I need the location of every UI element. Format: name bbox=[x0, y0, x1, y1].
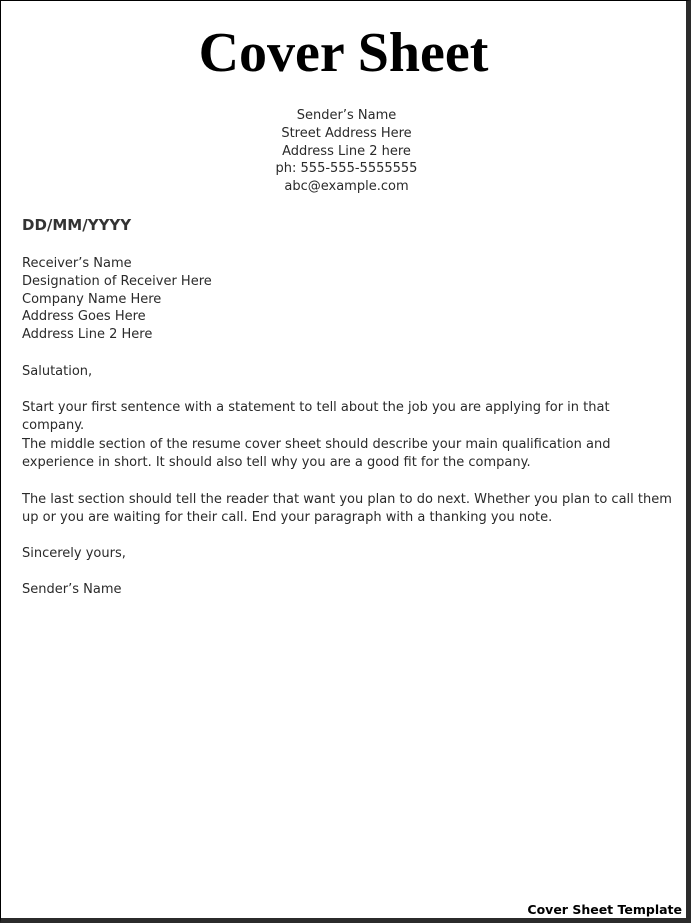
sender-email: abc@example.com bbox=[284, 179, 409, 195]
paragraph-intro: Start your first sentence with a statement to tell about the job you are applying for in that company. bbox=[22, 400, 610, 433]
sender-phone: ph: 555-555-5555555 bbox=[275, 161, 418, 177]
receiver-company: Company Name Here bbox=[22, 291, 162, 307]
letter-date: DD/MM/YYYY bbox=[22, 216, 132, 234]
closing-phrase: Sincerely yours, bbox=[22, 546, 126, 561]
paragraph-middle: The middle section of the resume cover sheet should describe your main qualification and experience in short. It should also tell why you are a good fit for the company. bbox=[22, 437, 611, 470]
sender-name: Sender’s Name bbox=[296, 108, 397, 123]
receiver-address-line-2: Address Line 2 Here bbox=[22, 327, 153, 343]
sender-address-block bbox=[1, 107, 691, 196]
signature-name: Sender’s Name bbox=[22, 582, 122, 597]
footer-template-label: Cover Sheet Template bbox=[527, 902, 682, 917]
receiver-address-line-1: Address Goes Here bbox=[22, 309, 146, 325]
receiver-address-block bbox=[22, 255, 672, 344]
paragraph-closing: The last section should tell the reader that want you plan to do next. Whether you plan to call them up or you are waiting for their call. End your paragraph with a thanking you note. bbox=[22, 492, 672, 525]
receiver-designation: Designation of Receiver Here bbox=[22, 273, 212, 289]
receiver-name: Receiver’s Name bbox=[22, 256, 132, 271]
sender-address-line-2: Address Line 2 here bbox=[282, 143, 411, 159]
salutation: Salutation, bbox=[22, 364, 93, 379]
sender-street: Street Address Here bbox=[281, 125, 412, 141]
page-title: Cover Sheet bbox=[198, 22, 489, 84]
